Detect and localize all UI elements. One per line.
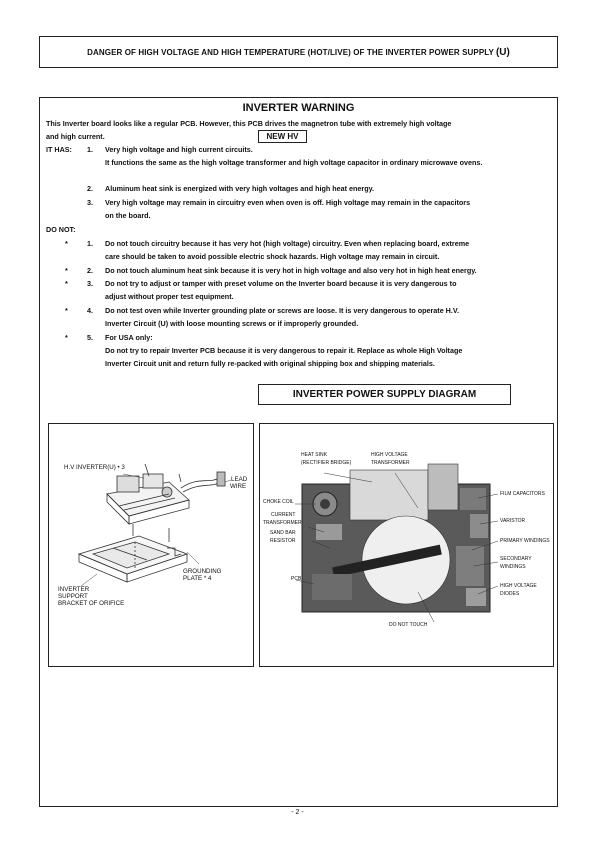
do-not-bullet-1: * [65,239,68,248]
do-not-5-line-1: For USA only: [105,333,153,342]
do-not-num-3: 3. [87,279,93,288]
it-has-1-line-2: It functions the same as the high voltage transformer and high voltage capacitor in ordinary microwave ovens. [105,158,483,167]
do-not-bullet-4: * [65,306,68,315]
do-not-4-line-2: Inverter Circuit (U) with loose mounting screws or if improperly grounded. [105,319,359,328]
danger-header-title: DANGER OF HIGH VOLTAGE AND HIGH TEMPERATURE (HOT/LIVE) OF THE INVERTER POWER SUPPLY [87,47,494,57]
do-not-2-line-1: Do not touch aluminum heat sink because it is very hot in high voltage and also very hot in high heat energy. [105,266,477,275]
label-secondary-1: SECONDARY [500,556,532,562]
label-pcb: PCB [291,576,302,582]
do-not-num-1: 1. [87,239,93,248]
label-heat-sink-1: HEAT SINK [301,452,327,458]
new-hv-badge: NEW HV [258,130,307,143]
it-has-num-3: 3. [87,198,93,207]
label-film-capacitors: FILM CAPACITORS [500,491,545,497]
do-not-bullet-2: * [65,266,68,275]
label-grounding-1: GROUNDING [183,568,222,575]
label-support-1: INVERTER [58,586,90,593]
do-not-num-4: 4. [87,306,93,315]
intro-line-1: This Inverter board looks like a regular PCB. However, this PCB drives the magnetron tube with extremely high voltage [46,119,452,128]
label-current-1: CURRENT [271,512,296,518]
it-has-2-line-1: Aluminum heat sink is energized with very high voltages and high heat energy. [105,184,375,193]
label-sand-bar-2: RESISTOR [270,538,296,544]
it-has-1-line-1: Very high voltage and high current circuits. [105,145,253,154]
intro-line-2: and high current. [46,132,105,141]
label-secondary-2: WINDINGS [500,564,526,570]
label-choke-coil: CHOKE COIL [263,499,294,505]
label-current-2: TRANSFORMER [263,520,302,526]
it-has-3-line-2: on the board. [105,211,151,220]
label-grounding-2: PLATE * 4 [183,575,212,582]
label-support-3: BRACKET OF ORIFICE [58,600,125,607]
danger-header-suffix: (U) [495,46,510,58]
label-varistor: VARISTOR [500,518,526,524]
do-not-5-line-3: Inverter Circuit unit and return fully re-packed with original shipping box and shipping materials. [105,359,435,368]
do-not-bullet-3: * [65,279,68,288]
label-hv-diodes-2: DIODES [500,591,520,597]
label-hv-transformer-2: TRANSFORMER [371,460,410,466]
do-not-num-5: 5. [87,333,93,342]
label-sand-bar-1: SAND BAR [270,530,296,536]
do-not-label: DO NOT: [46,225,76,234]
label-hv-diodes-1: HIGH VOLTAGE [500,583,537,589]
inverter-mounting-illustration [48,423,254,667]
label-lead-wire-2: WIRE [230,483,247,490]
danger-header-box [39,36,558,68]
warning-title: INVERTER WARNING [242,102,355,114]
label-hv-inverter: H.V INVERTER(U) • 3 [64,464,125,471]
label-support-2: SUPPORT [58,593,88,600]
do-not-1-line-1: Do not touch circuitry because it has very hot (high voltage) circuitry. Even when replacing board, extreme [105,239,470,248]
label-primary-windings: PRIMARY WINDINGS [500,538,550,544]
do-not-4-line-1: Do not test oven while Inverter grounding plate or screws are loose. It is very dangerous to operate H.V. [105,306,460,315]
do-not-num-2: 2. [87,266,93,275]
inverter-pcb-photo [259,423,554,667]
it-has-num-2: 2. [87,184,93,193]
do-not-bullet-5: * [65,333,68,342]
do-not-3-line-2: adjust without proper test equipment. [105,292,234,301]
it-has-label: IT HAS: [46,145,72,154]
it-has-3-line-1: Very high voltage may remain in circuitry even when oven is off. High voltage may remain in the capacitors [105,198,471,207]
it-has-num-1: 1. [87,145,93,154]
do-not-5-line-2: Do not try to repair Inverter PCB because it is very dangerous to repair it. Replace as whole High Voltage [105,346,463,355]
inverter-warning-box [39,97,558,807]
mounting-drawing [49,424,253,666]
label-do-not-touch: DO NOT TOUCH [389,622,428,628]
label-hv-transformer-1: HIGH VOLTAGE [371,452,408,458]
do-not-3-line-1: Do not try to adjust or tamper with preset volume on the Inverter board because it is very dangerous to [105,279,457,288]
page-number: - 2 - [291,809,304,816]
diagram-title: INVERTER POWER SUPPLY DIAGRAM [258,384,511,405]
label-heat-sink-2: (RECTIFIER BRIDGE) [301,460,352,466]
label-lead-wire-1: LEAD [231,476,248,483]
do-not-1-line-2: care should be taken to avoid possible electric shock hazards. High voltage may remain in circuit. [105,252,440,261]
